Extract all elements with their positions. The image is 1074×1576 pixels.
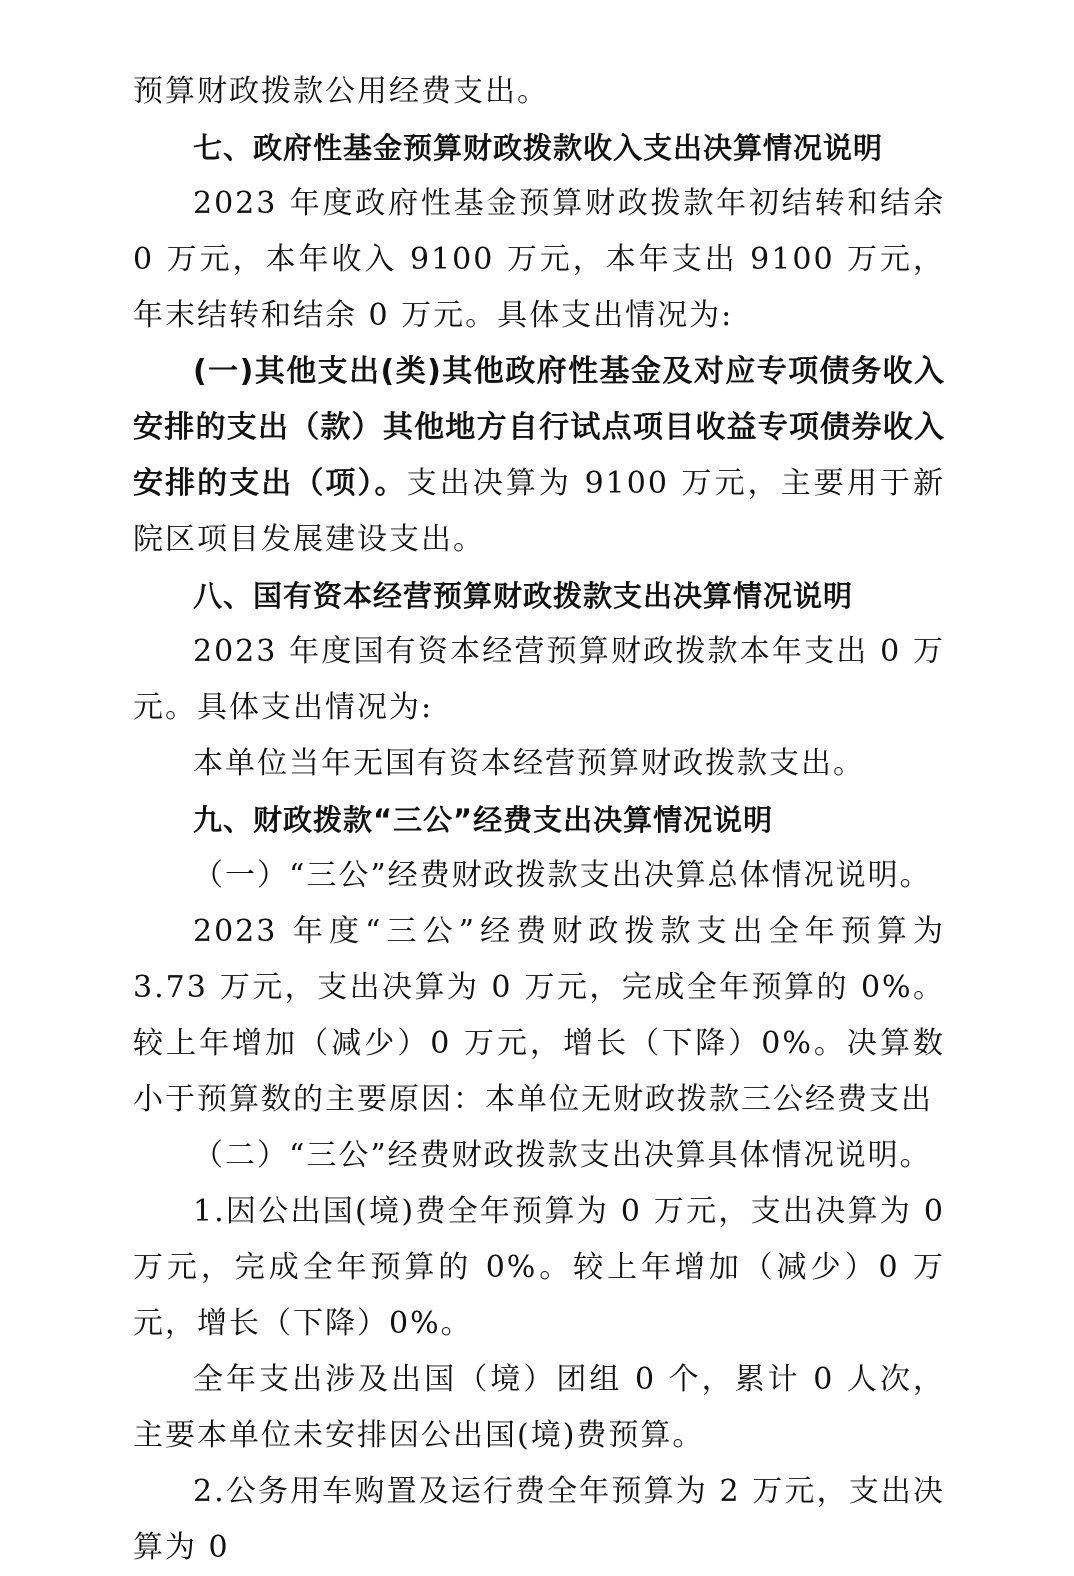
- section-heading-9: 九、财政拨款“三公”经费支出决算情况说明: [193, 803, 774, 837]
- document-page: [133, 64, 945, 1576]
- expenditure-category-desc: 支出决算为 9100 万元，主要用于新院区项目发展建设支出。: [133, 466, 946, 557]
- subsection-heading-overall: （一）“三公”经费财政拨款支出决算总体情况说明。: [193, 858, 932, 893]
- paragraph-state-capital-summary: 2023 年度国有资本经营预算财政拨款本年支出 0 万元。具体支出情况为:: [133, 634, 945, 725]
- paragraph-state-capital-none: 本单位当年无国有资本经营预算财政拨款支出。: [193, 746, 865, 781]
- paragraph-overseas-groups: 全年支出涉及出国（境）团组 0 个，累计 0 人次，主要本单位未安排因公出国(境)费预算。: [133, 1362, 945, 1453]
- section-heading-8: 八、国有资本经营预算财政拨款支出决算情况说明: [193, 579, 854, 613]
- section-heading-7: 七、政府性基金预算财政拨款收入支出决算情况说明: [193, 131, 884, 165]
- paragraph-gov-fund-detail: [133, 344, 945, 568]
- paragraph-overseas-travel: 1.因公出国(境)费全年预算为 0 万元，支出决算为 0 万元，完成全年预算的 0%。较上年增加（减少）0 万元，增长（下降）0%。: [133, 1194, 945, 1341]
- paragraph-gov-fund-summary: 2023 年度政府性基金预算财政拨款年初结转和结余 0 万元，本年收入 9100 万元，本年支出 9100 万元，年末结转和结余 0 万元。具体支出情况为:: [133, 186, 945, 333]
- paragraph-three-public-summary: 2023 年度“三公”经费财政拨款支出全年预算为 3.73 万元，支出决算为 0 万元，完成全年预算的 0%。较上年增加（减少）0 万元，增长（下降）0%。决算数小于预算数的主要原因：本单位无财政拨款三公经费支出: [133, 914, 945, 1117]
- paragraph-vehicle-expense: 2.公务用车购置及运行费全年预算为 2 万元，支出决算为 0: [133, 1474, 945, 1565]
- subsection-heading-specific: （二）“三公”经费财政拨款支出决算具体情况说明。: [193, 1138, 932, 1173]
- expenditure-category-bold: (一)其他支出(类)其他政府性基金及对应专项债务收入安排的支出（款）其他地方自行试点项目收益专项债券收入安排的支出（项）。: [133, 354, 945, 501]
- paragraph-intro-tail: 预算财政拨款公用经费支出。: [133, 74, 549, 109]
